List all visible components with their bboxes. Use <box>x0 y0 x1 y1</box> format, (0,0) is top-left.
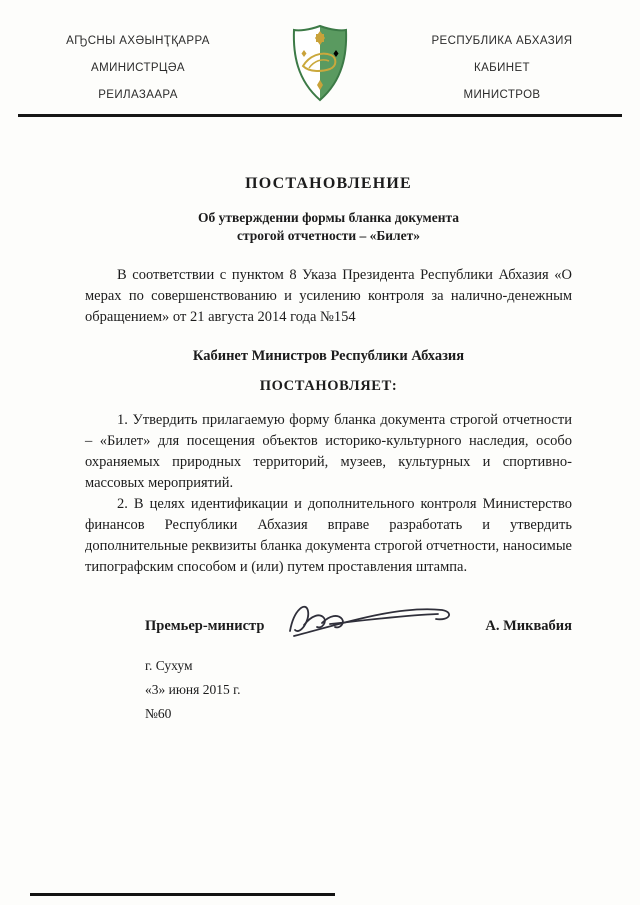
intro-paragraph: В соответствии с пунктом 8 Указа Президента Республики Абхазия «О мерах по совершенствованию и усилению контроля за налично-денежным обращением» от 21 августа 2014 года №154 <box>85 267 572 325</box>
star-large-square <box>316 34 324 42</box>
letterhead-left-line-1: АҦСНЫ АХӘЫНҬҚАРРА <box>66 35 210 47</box>
paragraph-item-2: 2. В целях идентификации и дополнительного контроля Министерство финансов Республики Абхазия вправе разработать и утвердить дополнительные реквизиты бланка документа строгой отчетности, наносимые типографским способом и (или) путем проставления штампа. <box>85 496 572 575</box>
document-footer <box>85 654 572 726</box>
subtitle-line-1: Об утверждении формы бланка документа <box>197 210 460 225</box>
issuer-line: Кабинет Министров Республики Абхазия <box>192 348 465 364</box>
footer-date: «3» июня 2015 г. <box>145 682 241 697</box>
signature-role: Премьер-министр <box>145 617 265 634</box>
signature-row <box>85 604 572 648</box>
subtitle-line-2: строгой отчетности – «Билет» <box>236 228 420 243</box>
signature-name: А. Миквабия <box>485 617 572 634</box>
document-title: ПОСТАНОВЛЕНИЕ <box>245 175 412 192</box>
footer-number: №60 <box>145 706 172 721</box>
emblem-container <box>285 24 355 102</box>
letterhead-right-line-2: КАБИНЕТ <box>474 62 530 74</box>
letterhead <box>0 0 640 109</box>
abkhazia-coat-of-arms-icon <box>291 24 349 102</box>
letterhead-left-abkhaz <box>38 24 238 109</box>
letterhead-left-line-3: РЕИЛАЗААРА <box>98 89 178 101</box>
document-subtitle <box>85 209 572 245</box>
resolves-line: ПОСТАНОВЛЯЕТ: <box>259 378 398 394</box>
letterhead-right-line-3: МИНИСТРОВ <box>463 89 541 101</box>
document-content <box>85 117 572 726</box>
footer-city: г. Сухум <box>145 658 193 673</box>
letterhead-right-russian <box>402 24 602 109</box>
handwritten-signature <box>282 593 467 645</box>
scan-artifact-line <box>30 893 335 896</box>
letterhead-right-line-1: РЕСПУБЛИКА АБХАЗИЯ <box>431 35 573 47</box>
paragraph-item-1: 1. Утвердить прилагаемую форму бланка документа строгой отчетности – «Билет» для посещения объектов историко-культурного наследия, особо охраняемых природных территорий, музеев, культурных и спортивно-массовых мероприятий. <box>85 412 572 491</box>
letterhead-left-line-2: АМИНИСТРЦӘА <box>91 62 185 74</box>
